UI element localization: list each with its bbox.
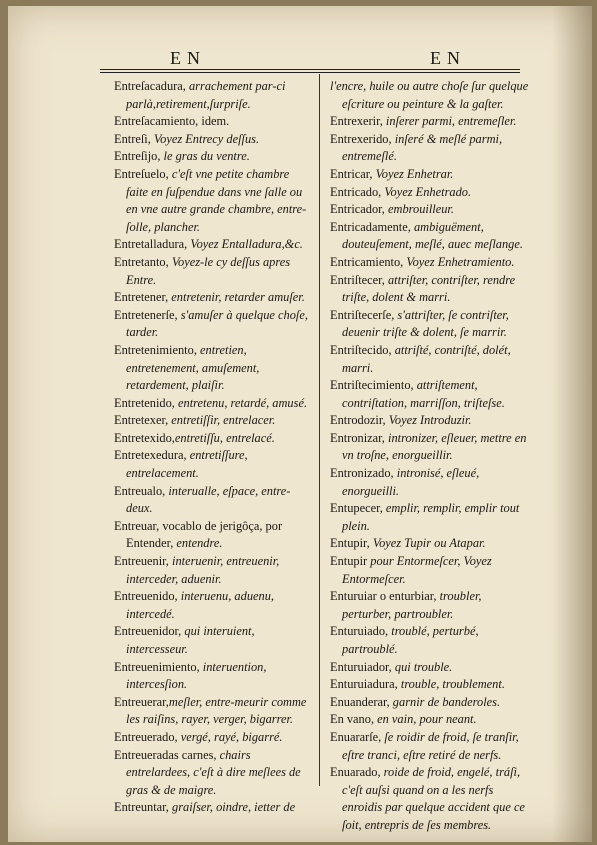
entry-headword: Entupir: [330, 554, 368, 569]
header-left: EN: [170, 48, 206, 68]
entry-definition: interuenu, aduenu, intercedé.: [126, 589, 275, 621]
header-right: EN: [430, 48, 466, 68]
dictionary-entry: [114, 518, 314, 553]
entry-headword: Enturuiar o enturbiar,: [330, 589, 437, 604]
right-column: [330, 78, 530, 835]
entry-headword: Enturuiado,: [330, 624, 389, 639]
dictionary-entry: [330, 201, 530, 219]
dictionary-entry: [330, 659, 530, 677]
dictionary-entry: [114, 307, 314, 342]
entry-definition: Voyez Introduzir.: [385, 413, 472, 428]
dictionary-entry: [330, 78, 530, 113]
entry-definition: chairs entrelardees, c'eſt à dire meſlees de gras & de maigre.: [126, 747, 301, 797]
entry-definition: attriſter, contriſter, rendre triſte, dolent & marri.: [342, 272, 516, 305]
entry-definition: Voyez Tupir ou Atapar.: [369, 536, 486, 551]
entry-definition: c'eſt vne petite chambre faite en ſuſpendue dans vne ſalle ou en vne autre grande chambre, entre-ſolle, plancher.: [126, 166, 307, 234]
dictionary-entry: [114, 553, 314, 588]
dictionary-entry: [114, 412, 314, 430]
entry-definition: entretenir, retarder amuſer.: [168, 290, 305, 305]
dictionary-entry: [330, 553, 530, 588]
entry-headword: Entretexer,: [114, 413, 169, 428]
entry-definition: ambiguëment, douteuſement, meſlé, auec meſlange.: [342, 219, 523, 252]
dictionary-entry: [330, 412, 530, 430]
entry-headword: Entreuntar,: [114, 800, 169, 815]
dictionary-entry: [114, 148, 314, 166]
dictionary-page: [8, 6, 592, 842]
entry-definition: Voyez Entalladura,&c.: [187, 237, 303, 252]
entry-definition: s'attriſter, ſe contriſter, deuenir triſte & dolent, ſe marrir.: [342, 307, 509, 340]
entry-definition: entretiſſu, entrelacé.: [174, 430, 275, 445]
dictionary-entry: [330, 764, 530, 834]
column-divider: [319, 74, 320, 786]
entry-headword: Entretenimiento,: [114, 342, 197, 357]
entry-definition: garnir de banderoles.: [389, 694, 501, 709]
entry-headword: Entretexedura,: [114, 448, 187, 463]
entry-headword: Entreſi,: [114, 131, 151, 146]
entry-definition: ſe roidir de froid, ſe tranſir, eſtre tranci, eſtre retiré de nerfs.: [342, 729, 519, 762]
entry-definition: arrachement par-ci parlà,retirement,ſurpriſe.: [126, 79, 286, 111]
entry-headword: Entreſacadura,: [114, 79, 186, 93]
entry-headword: Entreuerar,: [114, 694, 169, 709]
dictionary-entry: [330, 500, 530, 535]
dictionary-entry: [114, 166, 314, 236]
entry-headword: En vano,: [330, 712, 375, 727]
dictionary-entry: [114, 447, 314, 482]
entry-headword: Entricar,: [330, 166, 373, 181]
entry-headword: Entreuenimiento,: [114, 659, 200, 674]
running-header: [100, 48, 520, 68]
entry-headword: Entreualo,: [114, 483, 166, 498]
dictionary-entry: [114, 799, 314, 817]
dictionary-entry: [330, 465, 530, 500]
entry-definition: l'encre, huile ou autre choſe ſur quelque eſcriture ou peinture & la gaſter.: [330, 79, 529, 111]
dictionary-entry: [114, 659, 314, 694]
entry-headword: Entreuenir,: [114, 554, 169, 569]
dictionary-entry: [330, 694, 530, 712]
dictionary-entry: [114, 342, 314, 395]
dictionary-entry: [330, 166, 530, 184]
entry-definition: en vain, pour neant.: [374, 712, 477, 727]
entry-definition: pour Entormeſcer, Voyez Entormeſcer.: [342, 554, 492, 586]
entry-headword: Entreuenidor,: [114, 624, 182, 639]
entry-definition: Voyez Enhetrado.: [381, 184, 472, 199]
entry-definition: vergé, rayé, bigarré.: [177, 729, 283, 744]
entry-definition: interuenir, entreuenir, interceder, aduenir.: [126, 554, 280, 586]
entry-headword: Enuararſe,: [330, 729, 382, 744]
entry-headword: Entretenido,: [114, 395, 175, 410]
entry-definition: Voyez Entrecy deſſus.: [150, 131, 260, 146]
dictionary-entry: [330, 535, 530, 553]
dictionary-entry: [114, 78, 314, 113]
entry-headword: Entricador,: [330, 202, 385, 217]
entry-headword: Entronizado,: [330, 466, 394, 481]
entry-definition: roide de froid, engelé, tráſi, c'eſt auſsi quand on a les nerfs enroidis par quelque accident que ce ſoit, entrepris de ſes membres.: [342, 765, 525, 832]
dictionary-entry: [114, 395, 314, 413]
entry-headword: Entriſtecido,: [330, 342, 392, 357]
entry-headword: Entretener,: [114, 290, 169, 305]
entry-headword: Entrodozir,: [330, 413, 386, 428]
entry-definition: emplir, remplir, emplir tout plein.: [342, 501, 520, 533]
dictionary-entry: [330, 377, 530, 412]
entry-definition: entendre.: [173, 536, 223, 551]
entry-definition: s'amuſer à quelque choſe, tarder.: [126, 307, 308, 340]
dictionary-entry: [330, 272, 530, 307]
dictionary-entry: [114, 623, 314, 658]
entry-headword: Entreuerado,: [114, 729, 178, 744]
entry-definition: entretien, entretenement, amuſement, retardement, plaiſir.: [126, 342, 260, 393]
entry-definition: inſeré & meſlé parmi, entremeſlé.: [342, 131, 503, 164]
dictionary-entry: [330, 588, 530, 623]
dictionary-entry: [114, 113, 314, 131]
entry-definition: troublé, perturbé, partroublé.: [342, 624, 479, 656]
entry-headword: Entricadamente,: [330, 219, 411, 234]
entry-definition: Voyez Enhetramiento.: [403, 254, 515, 269]
dictionary-entry: [330, 623, 530, 658]
dictionary-entry: [330, 430, 530, 465]
entry-headword: Entreuenido,: [114, 589, 178, 604]
entry-definition: interuention, intercesſion.: [126, 659, 267, 692]
entry-definition: trouble, troublement.: [397, 677, 505, 692]
entry-headword: Entreſijo,: [114, 149, 161, 164]
dictionary-entry: [330, 307, 530, 342]
entry-definition: graiſser, oindre, ietter de: [168, 800, 296, 815]
dictionary-entry: [114, 254, 314, 289]
entry-headword: Entriſtecimiento,: [330, 378, 414, 393]
entry-headword: Entretexido,: [114, 430, 175, 445]
entry-definition: embrouilleur.: [384, 202, 454, 217]
dictionary-entry: [330, 676, 530, 694]
dictionary-entry: [330, 184, 530, 202]
dictionary-entry: [330, 711, 530, 729]
dictionary-entry: [330, 131, 530, 166]
entry-definition: intronisé, eſleué, enorgueilli.: [342, 466, 480, 498]
entry-headword: Entriſtecer,: [330, 272, 385, 287]
entry-definition: attriſté, contriſté, dolét, marri.: [342, 342, 511, 375]
dictionary-entry: [114, 729, 314, 747]
dictionary-entry: [114, 588, 314, 623]
header-rule-thin: [100, 72, 520, 73]
entry-definition: interualle, eſpace, entre-deux.: [126, 483, 291, 516]
dictionary-entry: [114, 289, 314, 307]
entry-headword: Entreſuelo,: [114, 166, 169, 181]
entry-headword: Entretanto,: [114, 254, 169, 269]
entry-definition: meſler, entre-meurir comme les raiſins, rayer, verger, bigarrer.: [126, 694, 307, 727]
entry-definition: qui trouble.: [391, 659, 453, 674]
dictionary-entry: [114, 483, 314, 518]
entry-definition: entretenu, retardé, amusé.: [174, 395, 308, 410]
dictionary-entry: [114, 747, 314, 800]
entry-headword: Entreueradas carnes,: [114, 747, 217, 762]
entry-headword: Entrexerido,: [330, 131, 392, 146]
entry-definition: entretiſſir, entrelacer.: [168, 413, 276, 428]
entry-headword: Entreuar, vocablo de jerigôça, por Entender,: [114, 518, 283, 551]
dictionary-entry: [330, 254, 530, 272]
entry-headword: Entricado,: [330, 184, 382, 199]
entry-headword: Enuanderar,: [330, 694, 390, 709]
entry-definition: inſerer parmi, entremeſler.: [382, 114, 517, 129]
entry-headword: Entreſacamiento, idem.: [114, 114, 230, 129]
entry-headword: Entricamiento,: [330, 254, 404, 269]
header-rule: [100, 69, 520, 70]
entry-headword: Entretenerſe,: [114, 307, 178, 322]
entry-headword: Enturuiador,: [330, 659, 392, 674]
entry-headword: Entriſtecerſe,: [330, 307, 395, 322]
entry-headword: Entretalladura,: [114, 237, 188, 252]
entry-headword: Entupecer,: [330, 501, 383, 516]
entry-headword: Entronizar,: [330, 430, 385, 445]
entry-headword: Enturuiadura,: [330, 677, 398, 692]
entry-definition: Voyez-le cy deſſus apres Entre.: [126, 254, 291, 287]
dictionary-entry: [330, 113, 530, 131]
entry-definition: troubler, perturber, partroubler.: [342, 589, 482, 621]
dictionary-entry: [114, 236, 314, 254]
entry-definition: entretiſſure, entrelacement.: [126, 448, 248, 481]
dictionary-entry: [330, 729, 530, 764]
entry-headword: Entupir,: [330, 536, 370, 551]
dictionary-entry: [114, 430, 314, 448]
entry-definition: attriſtement, contriſtation, marriſſon, triſteſse.: [342, 378, 505, 410]
page-edge-shadow: [552, 6, 592, 842]
dictionary-entry: [330, 342, 530, 377]
entry-definition: intronizer, eſleuer, mettre en vn troſne, enorgueillir.: [342, 430, 527, 463]
left-column: [114, 78, 314, 817]
entry-definition: qui interuient, intercesseur.: [126, 624, 255, 656]
dictionary-entry: [330, 219, 530, 254]
entry-definition: Voyez Enhetrar.: [372, 166, 454, 181]
dictionary-entry: [114, 131, 314, 149]
entry-definition: le gras du ventre.: [160, 149, 250, 164]
entry-headword: Enuarado,: [330, 765, 381, 780]
entry-headword: Entrexerir,: [330, 114, 383, 129]
dictionary-entry: [114, 694, 314, 729]
